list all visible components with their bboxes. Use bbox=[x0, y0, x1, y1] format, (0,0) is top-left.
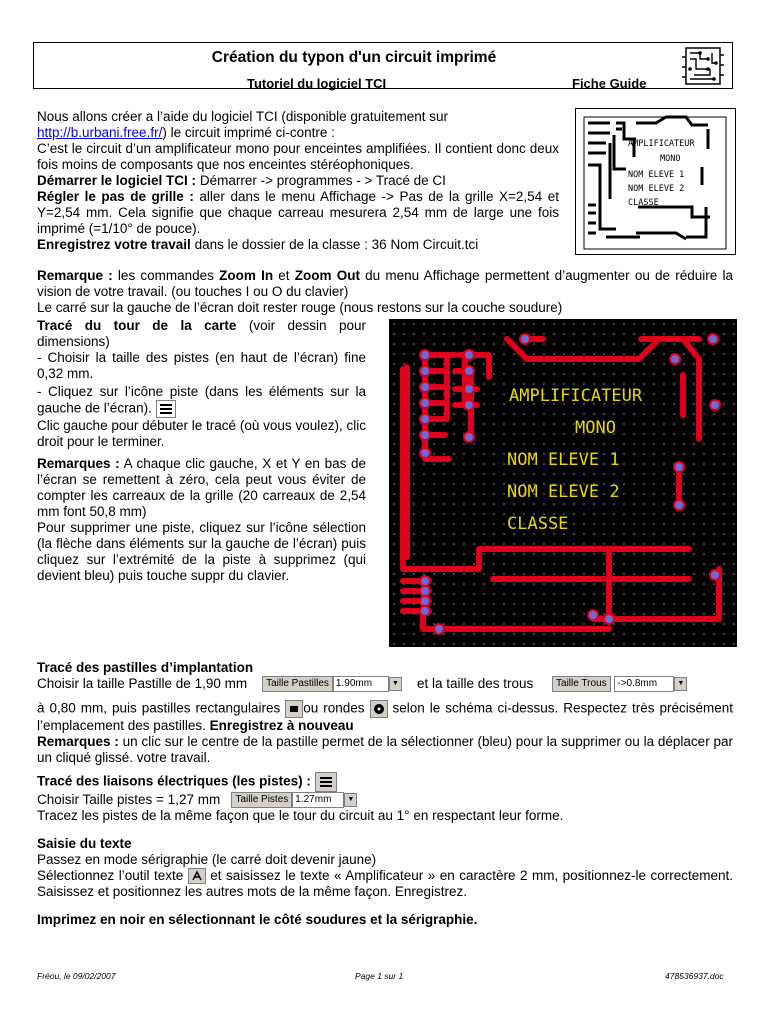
track-size-label: Taille Pistes bbox=[231, 792, 292, 808]
save-text: dans le dossier de la classe : 36 Nom Circuit.tci bbox=[190, 237, 479, 252]
document-header bbox=[33, 42, 733, 89]
pads-text: et la taille des trous bbox=[416, 676, 534, 691]
tracks-heading: Tracé des liaisons électriques (les pistes) : bbox=[37, 773, 311, 789]
zoom-out-command: Zoom Out bbox=[294, 268, 360, 283]
document-title: Création du typon d'un circuit imprimé bbox=[211, 49, 497, 66]
pcb-large-text-line: NOM ELEVE 2 bbox=[507, 482, 620, 502]
pads-save: Enregistrez à nouveau bbox=[205, 718, 354, 734]
remark-text: Le carré sur la gauche de l’écran doit rester rouge (nous restons sur la couche soudure) bbox=[37, 300, 563, 315]
track-tool-icon[interactable] bbox=[315, 772, 337, 792]
intro-line: Nous allons créer a l’aide du logiciel TCI (disponible gratuitement sur bbox=[37, 109, 448, 124]
tci-download-link[interactable]: http://b.urbani.free.fr/ bbox=[37, 125, 163, 140]
pcb-large-text-line: CLASSE bbox=[507, 514, 569, 534]
intro-description: C’est le circuit d’un amplificateur mono pour enceintes amplifiées. Il contient donc deux fois moins de composants que nos enceintes stéréophoniques. bbox=[37, 141, 559, 172]
pcb-preview-large bbox=[389, 319, 737, 647]
tracks-text: Tracez les pistes de la même façon que le tour du circuit au 1° en respectant leur forme. bbox=[37, 808, 564, 824]
outline-section bbox=[37, 318, 366, 584]
intro-line: ) le circuit imprimé ci-contre : bbox=[162, 125, 335, 140]
outline-text: Clic gauche pour débuter le tracé (où vous voulez), clic droit pour le terminer. bbox=[37, 418, 366, 449]
sheet-type: Fiche Guide bbox=[572, 76, 647, 91]
start-label: Démarrer le logiciel TCI : bbox=[37, 173, 197, 188]
chevron-down-icon[interactable]: ▼ bbox=[674, 677, 687, 691]
rectangular-pad-icon[interactable] bbox=[285, 700, 303, 718]
footer-date: Fréou, le 09/02/2007 bbox=[37, 971, 116, 981]
pad-size-select[interactable]: 1.90mm bbox=[333, 676, 389, 692]
chevron-down-icon[interactable]: ▼ bbox=[389, 677, 402, 691]
remarks-text: Pour supprimer une piste, cliquez sur l’icône sélection (la flèche dans éléments sur la gauche de l’écran) puis cliquez sur l’extrémité de la piste à supprimez (qui devient bleu) puis touche suppr du clavier. bbox=[37, 520, 366, 583]
footer-page: Page 1 sur 1 bbox=[355, 971, 404, 981]
text-section bbox=[37, 836, 733, 900]
chevron-down-icon[interactable]: ▼ bbox=[344, 793, 357, 807]
pad-size-label: Taille Pastilles bbox=[262, 676, 333, 692]
pads-remark-label: Remarques : bbox=[37, 734, 119, 750]
remark-text: les commandes bbox=[112, 268, 220, 283]
save-label: Enregistrez votre travail bbox=[37, 237, 191, 252]
track-size-select[interactable]: 1.27mm bbox=[292, 792, 344, 808]
grid-label: Régler le pas de grille : bbox=[37, 189, 194, 204]
pads-remark-text: un clic sur le centre de la pastille permet de la sélectionner (bleu) pour la supprimer ou la déplacer par un cliqué glissé. votre travail. bbox=[37, 734, 734, 766]
circuit-board-icon bbox=[682, 45, 726, 87]
zoom-in-command: Zoom In bbox=[219, 268, 274, 283]
text-line: Passez en mode sérigraphie (le carré doit devenir jaune) bbox=[37, 852, 377, 867]
text-tool-icon[interactable] bbox=[188, 868, 206, 884]
pcb-small-text-line: NOM ELEVE 2 bbox=[628, 184, 685, 194]
pcb-large-text-line: NOM ELEVE 1 bbox=[507, 450, 620, 470]
text-heading: Saisie du texte bbox=[37, 836, 132, 851]
pcb-large-text-line: AMPLIFICATEUR bbox=[509, 386, 643, 406]
pcb-small-text-line: CLASSE bbox=[628, 198, 659, 208]
pads-heading: Tracé des pastilles d’implantation bbox=[37, 660, 254, 675]
document-subtitle: Tutoriel du logiciel TCI bbox=[247, 76, 387, 91]
intro-paragraph bbox=[37, 109, 559, 253]
hole-size-label: Taille Trous bbox=[552, 676, 611, 692]
pads-section bbox=[37, 660, 733, 766]
outline-label: Tracé du tour de la carte bbox=[37, 318, 237, 333]
outline-text: (voir dessin pour dimensions) bbox=[37, 318, 367, 349]
tracks-text: Choisir Taille pistes = 1,27 mm bbox=[37, 792, 221, 807]
tracks-section bbox=[37, 772, 733, 824]
round-pad-icon[interactable] bbox=[370, 700, 388, 718]
text-line: Sélectionnez l’outil texte bbox=[37, 868, 184, 883]
remarks-text: A chaque clic gauche, X et Y en bas de l’écran se remettent à zéro, cela peut vous éviter de compter les carreaux de la grille (20 carreaux de 2,54 mm font 50,8 mm) bbox=[37, 456, 366, 519]
remarks-label: Remarques : bbox=[37, 456, 120, 471]
text-line: et saisissez le texte « Amplificateur » en caractère 2 mm, positionnez-le correctement. Saisissez et positionnez les autres mots de la même façon. Enregistrez. bbox=[37, 868, 733, 900]
pcb-preview-small bbox=[575, 108, 736, 255]
remark-zoom bbox=[37, 268, 733, 316]
print-text: Imprimez en noir en sélectionnant le côté soudures et la sérigraphie. bbox=[37, 912, 478, 927]
remark-text: et bbox=[273, 268, 295, 283]
remark-text: du menu Affichage permettent d’augmenter ou de réduire la vision de votre travail. (ou touches I ou O du clavier) bbox=[37, 268, 733, 299]
outline-text: - Cliquez sur l’icône piste (dans les éléments sur la gauche de l’écran). bbox=[37, 384, 366, 416]
pcb-small-text-line: MONO bbox=[660, 154, 681, 164]
pads-text: ou rondes bbox=[303, 701, 365, 716]
outline-text: - Choisir la taille des pistes (en haut de l’écran) fine 0,32 mm. bbox=[37, 350, 366, 381]
hole-size-select[interactable]: ->0.8mm bbox=[614, 676, 674, 692]
pcb-small-text-line: AMPLIFICATEUR bbox=[628, 139, 695, 149]
track-tool-icon[interactable] bbox=[156, 400, 176, 418]
grid-text: aller dans le menu Affichage -> Pas de la grille X=2,54 et Y=2,54 mm. Cela signifie que chaque carreau mesurera 2,54 mm de large une fois imprimé (=1/10° de pouce). bbox=[37, 189, 559, 236]
pads-text: Choisir la taille Pastille de 1,90 mm bbox=[37, 676, 248, 691]
pads-text: selon le schéma ci-dessus. Respectez très précisément l’emplacement des pastilles. bbox=[37, 701, 733, 734]
pcb-small-text-line: NOM ELEVE 1 bbox=[628, 170, 685, 180]
remark-label: Remarque : bbox=[37, 268, 113, 283]
footer-filename: 478536937.doc bbox=[665, 971, 724, 981]
pcb-large-text-line: MONO bbox=[575, 418, 616, 438]
pads-text: à 0,80 mm, puis pastilles rectangulaires bbox=[37, 701, 281, 716]
print-instruction bbox=[37, 912, 733, 928]
start-text: Démarrer -> programmes - > Tracé de CI bbox=[196, 173, 446, 188]
